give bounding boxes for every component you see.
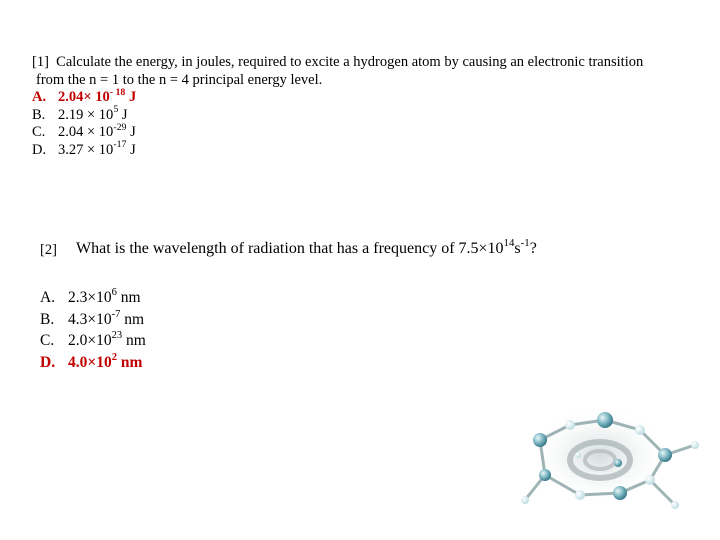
question-2 [40,237,537,373]
question-1-option-d [32,139,712,160]
question-1-stem-continued: from the n = 1 to the n = 4 principal energy level. [36,71,323,88]
option-letter: D. [40,353,56,371]
question-2-option-c [40,330,537,352]
option-letter: A. [32,89,47,105]
question-2-stem [40,237,537,259]
question-1-option-b [32,104,712,125]
option-value: $2.19 \times 10^5$ J [58,104,128,123]
question-1-text: Calculate the energy, in joules, required to excite a hydrogen atom by causing an electronic transition [56,54,644,70]
option-value: $4.0\times 10^2$ nm [68,351,143,371]
option-letter: B. [32,106,46,123]
question-1-stem [32,54,712,72]
question-2-options [40,287,537,373]
option-value: $2.0\times 10^{23}$ nm [68,330,146,349]
question-1-number: [1] [32,54,49,70]
option-letter: C. [40,332,55,349]
molecule-icon [500,385,720,535]
question-2-text: What is the wavelength of radiation that has a frequency of $7.5\times 10^{14}s^{-1}$? [76,237,537,257]
question-1 [32,54,712,159]
question-2-number: [2] [40,242,57,258]
question-2-option-b [40,309,537,331]
question-1-option-a [32,86,712,107]
question-2-option-a [40,287,537,309]
question-1-option-c [32,121,712,142]
option-value: $3.27 \times 10^{-17}$ J [58,139,136,158]
option-value: $2.3\times 10^6$ nm [68,287,141,306]
option-letter: A. [40,289,56,306]
option-letter: C. [32,124,46,140]
option-letter: B. [40,310,55,328]
option-value: $2.04 \times 10^{-29}$ J [58,121,136,140]
question-2-option-d [40,352,537,374]
option-value: $2.04\times 10^{- 18}$ J [58,86,137,105]
option-value: $4.3\times 10^{-7}$ nm [68,308,145,328]
option-letter: D. [32,141,47,158]
